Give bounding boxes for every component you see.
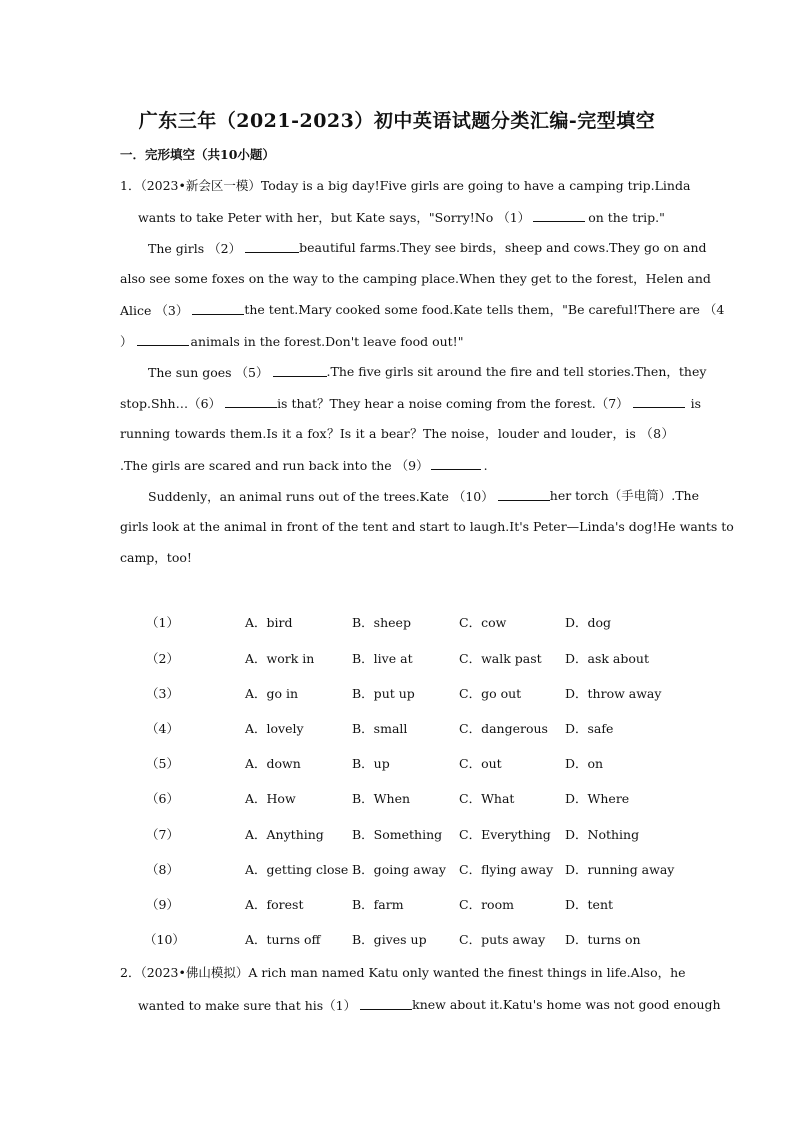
- answer-blank: [533, 209, 585, 222]
- option-d[interactable]: D．throw away: [565, 686, 662, 701]
- section-heading: 一．完形填空（共10小题）: [120, 147, 275, 162]
- option-d[interactable]: D．ask about: [565, 651, 649, 666]
- option-a[interactable]: A．How: [245, 791, 296, 806]
- passage-line: ） animals in the forest.Don't leave food out!": [120, 334, 464, 349]
- passage-line: also see some foxes on the way to the camping place.When they get to the forest，Helen and: [120, 271, 711, 286]
- option-b[interactable]: B．Something: [352, 827, 443, 842]
- option-a[interactable]: A．lovely: [245, 721, 304, 736]
- option-b[interactable]: B．live at: [352, 651, 413, 666]
- passage-line: .The girls are scared and run back into the （9） .: [120, 458, 488, 473]
- document-title: 广东三年（2021-2023）初中英语试题分类汇编-完型填空: [138, 110, 656, 132]
- option-a[interactable]: A．turns off: [245, 932, 321, 947]
- option-d[interactable]: D．on: [565, 756, 604, 771]
- passage-line: wants to take Peter with her，but Kate says，"Sorry!No （1） on the trip.": [138, 210, 665, 225]
- passage-line: stop.Shh…（6） is that？They hear a noise coming from the forest.（7） is: [120, 396, 702, 411]
- passage-line: The girls （2） beautiful farms.They see birds，sheep and cows.They go on and: [148, 240, 707, 256]
- option-a[interactable]: A．getting close: [245, 862, 349, 877]
- option-b[interactable]: B．put up: [352, 686, 415, 701]
- option-a[interactable]: A．work in: [245, 651, 315, 666]
- option-d[interactable]: D．safe: [565, 721, 614, 736]
- document-page: 广东三年（2021-2023）初中英语试题分类汇编-完型填空 一．完形填空（共10小题） 1．（2023•新会区一模）Today is a big day!Five girls are going to have a camping trip.Linda wants to take Peter with her，but Kate says，"Sorry!No （1） on the trip." The girls （2） beautiful farms.They see birds，sheep and cows.They go on and also see some foxes on the way to the camping place.When they get to the forest，Helen and Alice （3） the tent.Mary cooked some food.Kate tells them，"Be careful!There are （4 ） animals in the forest.Don't leave food out!" The sun goes （5） .The five girls sit around the fire and tell stories.Then，they stop.Shh…（6） is that？They hear a noise coming from the forest.（7） is running towards them.Is it a fox？Is it a bear？The noise，louder and louder，is （8） .The girls are scared and run back into the （9） . Suddenly，an animal runs out of the trees.Kate （10） her torch（手电筒）.The girls look at the animal in front of the tent and start to laugh.It's Peter—Linda's dog!He wants to camp，too! （1） A．bird B．sheep C．cow D．dog （2） A．work in B．live at C．walk past D．ask about （3） A．go in B．put up C．go out D．throw away （4） A．lovely B．small C．dangerous D．safe （5） A．down B．up C．out D．on （6） A．How B．When C．What D．Where （7） A．Anything B．Something C．Everything D．Nothing （8） A．getting close B．going away C．flying away D．running away （9） A．forest B．farm C．room D．tent （10） A．turns off B．gives up C．puts away D．turns on 2．（2023•佛山模拟）A rich man named Katu only wanted the finest things in life.Also，he wanted to make sure that his（1） knew about it.Katu's home was not good enough: [0, 0, 794, 1123]
- option-c[interactable]: C．dangerous: [459, 721, 548, 736]
- option-c[interactable]: C．cow: [459, 615, 507, 630]
- answer-blank: [360, 997, 412, 1010]
- option-a[interactable]: A．go in: [245, 686, 299, 701]
- answer-blank: [137, 333, 189, 346]
- option-b[interactable]: B．When: [352, 791, 411, 806]
- answer-blank: [225, 395, 277, 408]
- option-c[interactable]: C．flying away: [459, 862, 554, 877]
- option-b[interactable]: B．gives up: [352, 932, 427, 947]
- option-b[interactable]: B．up: [352, 756, 390, 771]
- answer-blank: [431, 457, 481, 470]
- passage-line: The sun goes （5） .The five girls sit around the fire and tell stories.Then，they: [148, 364, 707, 380]
- answer-blank: [498, 488, 550, 501]
- option-c[interactable]: C．What: [459, 791, 515, 806]
- option-c[interactable]: C．room: [459, 897, 514, 912]
- option-d[interactable]: D．turns on: [565, 932, 641, 947]
- option-c[interactable]: C．Everything: [459, 827, 551, 842]
- passage-line: Suddenly，an animal runs out of the trees.Kate （10） her torch（手电筒）.The: [148, 488, 699, 504]
- option-d[interactable]: D．Where: [565, 791, 630, 806]
- passage-line: 1．（2023•新会区一模）Today is a big day!Five girls are going to have a camping trip.Linda: [120, 178, 691, 193]
- answer-blank: [192, 302, 244, 315]
- option-a[interactable]: A．forest: [245, 897, 304, 912]
- option-c[interactable]: C．out: [459, 756, 502, 771]
- option-b[interactable]: B．small: [352, 721, 408, 736]
- passage-line: camp，too!: [120, 550, 192, 565]
- option-c[interactable]: C．walk past: [459, 651, 542, 666]
- passage-line: 2．（2023•佛山模拟）A rich man named Katu only wanted the finest things in life.Also，he: [120, 965, 686, 980]
- answer-blank: [633, 395, 685, 408]
- option-d[interactable]: D．running away: [565, 862, 675, 877]
- option-a[interactable]: A．down: [245, 756, 301, 771]
- option-c[interactable]: C．go out: [459, 686, 522, 701]
- option-b[interactable]: B．sheep: [352, 615, 411, 630]
- answer-blank: [245, 240, 299, 253]
- passage-line: wanted to make sure that his（1） knew about it.Katu's home was not good enough: [138, 997, 721, 1013]
- passage-line: running towards them.Is it a fox？Is it a bear？The noise，louder and louder，is （8）: [120, 426, 674, 441]
- option-b[interactable]: B．going away: [352, 862, 446, 877]
- option-b[interactable]: B．farm: [352, 897, 404, 912]
- passage-line: Alice （3） the tent.Mary cooked some food.Kate tells them，"Be careful!There are （4: [120, 302, 725, 318]
- option-a[interactable]: A．Anything: [245, 827, 324, 842]
- answer-blank: [273, 364, 327, 377]
- option-d[interactable]: D．dog: [565, 615, 612, 630]
- option-c[interactable]: C．puts away: [459, 932, 546, 947]
- passage-line: girls look at the animal in front of the tent and start to laugh.It's Peter—Linda's dog!He wants to: [120, 519, 734, 534]
- option-a[interactable]: A．bird: [245, 615, 293, 630]
- option-d[interactable]: D．tent: [565, 897, 614, 912]
- option-d[interactable]: D．Nothing: [565, 827, 640, 842]
